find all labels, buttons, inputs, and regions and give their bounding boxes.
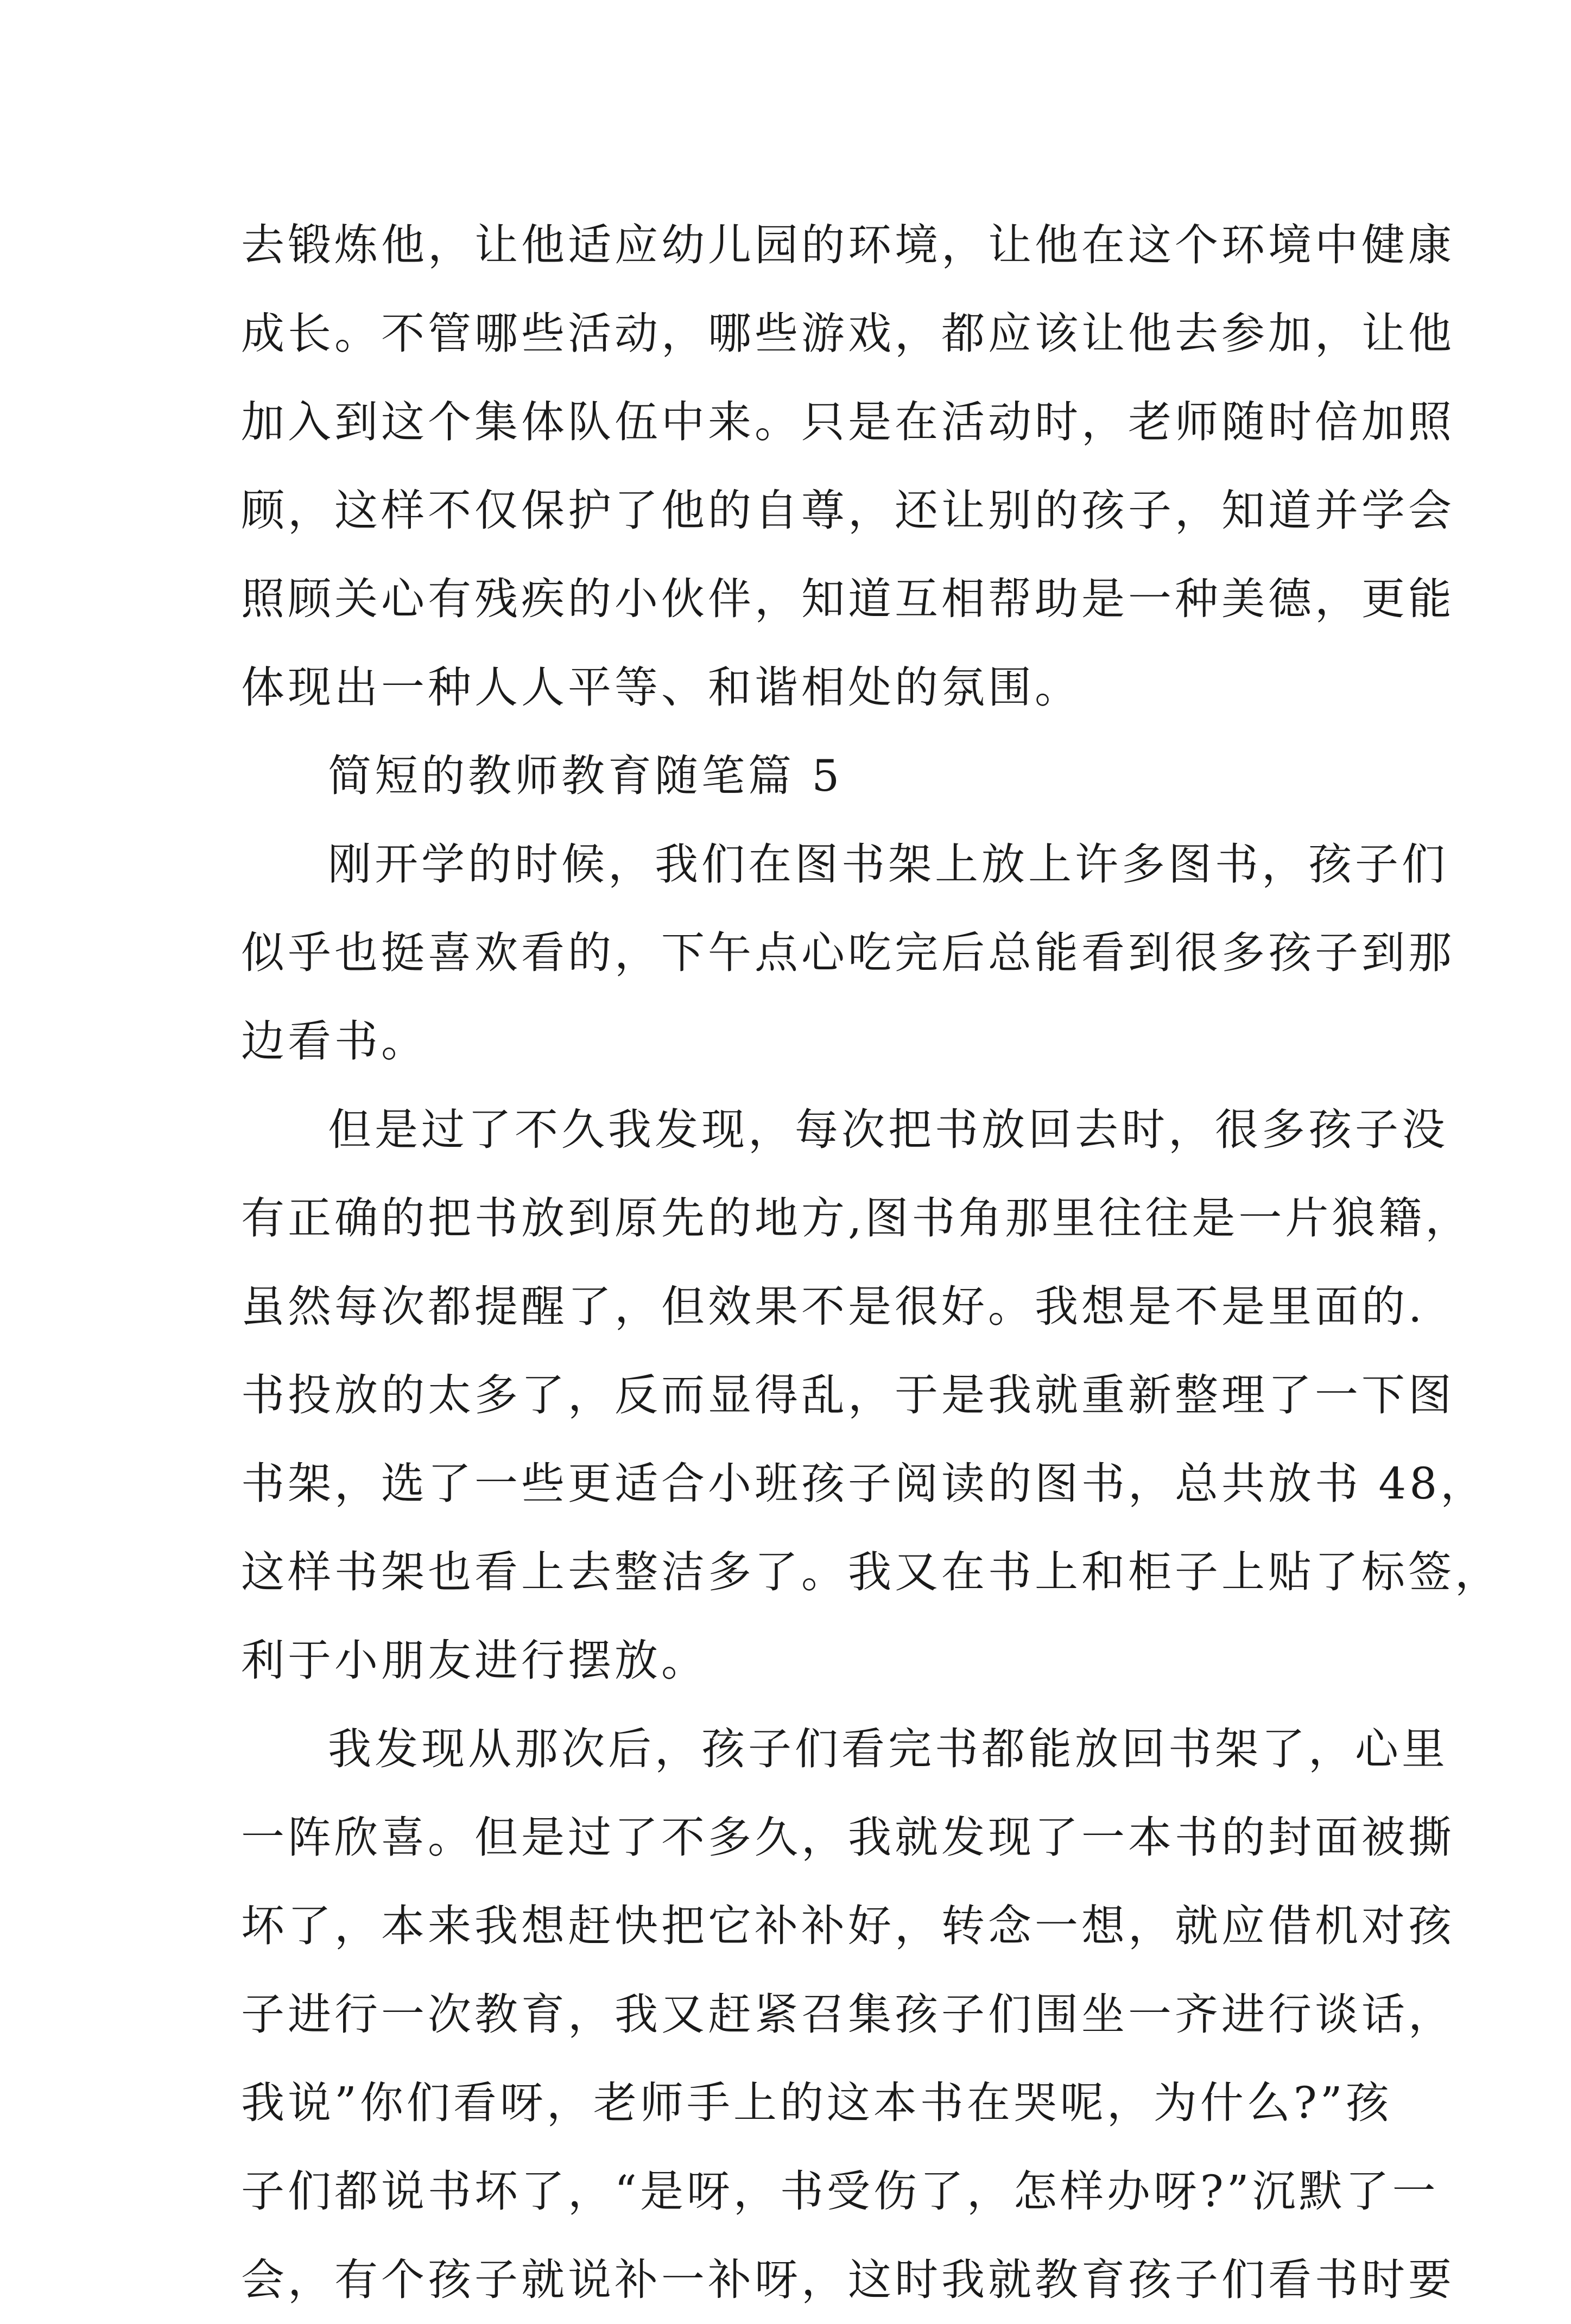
text-line: 体现出一种人人平等、和谐相处的氛围。 [241,662,1081,713]
text-line: 会，有个孩子就说补一补呀，这时我就教育孩子们看书时要 [241,2255,1455,2305]
body-text [241,201,1502,2324]
text-line: 去锻炼他，让他适应幼儿园的环境，让他在这个环境中健康 [241,220,1455,270]
text-line: 虽然每次都提醒了，但效果不是很好。我想是不是里面的. [241,1281,1426,1332]
text-line: 我说”你们看呀，老师手上的这本书在哭呢，为什么?”孩 [241,2078,1392,2128]
paragraph-first-line: 我发现从那次后，孩子们看完书都能放回书架了，心里 [328,1724,1448,1774]
text-line: 边看书。 [241,1016,428,1066]
text-line: 这样书架也看上去整洁多了。我又在书上和柜子上贴了标签， [241,1547,1502,1597]
text-line: 子进行一次教育，我又赶紧召集孩子们围坐一齐进行谈话， [241,1989,1455,2040]
paragraph-first-line: 但是过了不久我发现，每次把书放回去时，很多孩子没 [328,1104,1448,1155]
text-line: 照顾关心有残疾的小伙伴，知道互相帮助是一种美德，更能 [241,574,1455,624]
text-line: 似乎也挺喜欢看的，下午点心吃完后总能看到很多孩子到那 [241,928,1455,978]
text-line: 一阵欣喜。但是过了不多久，我就发现了一本书的封面被撕 [241,1812,1455,1863]
text-line: 有正确的把书放到原先的地方,图书角那里往往是一片狼籍， [241,1193,1472,1243]
text-line: 加入到这个集体队伍中来。只是在活动时，老师随时倍加照 [241,397,1455,447]
text-line: 成长。不管哪些活动，哪些游戏，都应该让他去参加，让他 [241,308,1455,359]
text-line: 书架，选了一些更适合小班孩子阅读的图书，总共放书 48， [241,1458,1487,1509]
paragraph-first-line: 刚开学的时候，我们在图书架上放上许多图书，孩子们 [328,839,1448,890]
text-line: 顾，这样不仅保护了他的自尊，还让别的孩子，知道并学会 [241,485,1455,536]
section-heading: 简短的教师教育随笔篇 5 [328,751,843,801]
text-line: 利于小朋友进行摆放。 [241,1635,708,1686]
text-line: 书投放的太多了，反而显得乱，于是我就重新整理了一下图 [241,1370,1455,1420]
text-line: 坏了，本来我想赶快把它补补好，转念一想，就应借机对孩 [241,1901,1455,1951]
text-line: 子们都说书坏了，“是呀，书受伤了，怎样办呀?”沉默了一 [241,2166,1439,2217]
